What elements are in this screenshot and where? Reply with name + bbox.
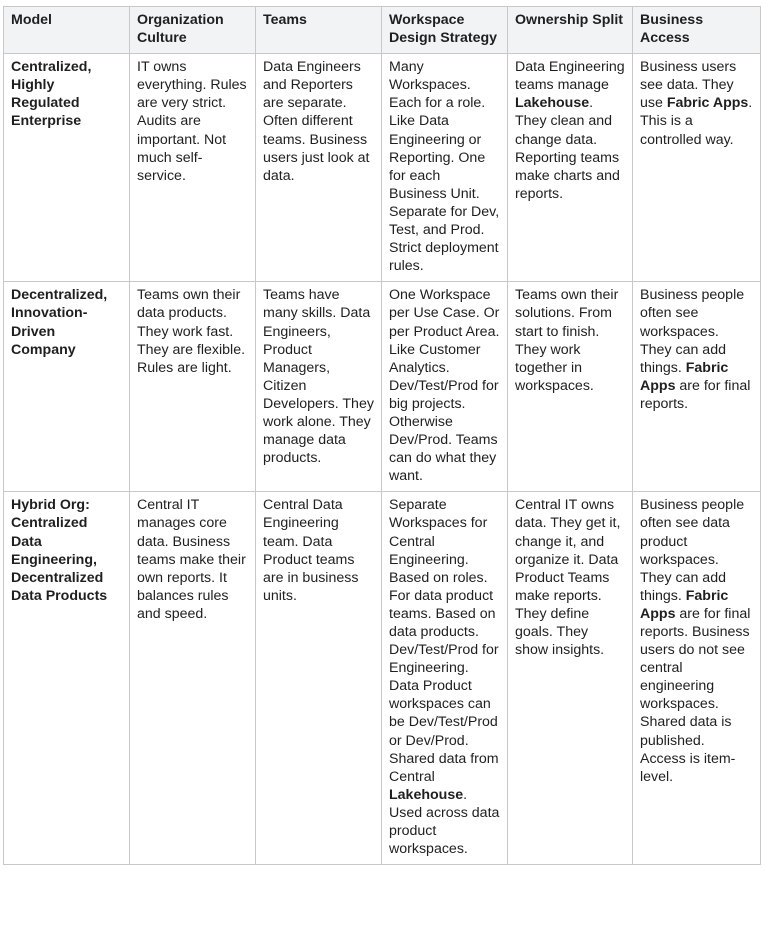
workspace-bold-term: Lakehouse [389, 786, 464, 803]
header-business-access: Business Access [633, 7, 761, 54]
table-row [4, 54, 761, 282]
model-cell: Centralized, Highly Regulated Enterprise [4, 54, 130, 282]
teams-cell: Teams have many skills. Data Engineers, Product Managers, Citizen Developers. They work alone. They manage data products. [256, 282, 382, 492]
access-text: Business people often see data product workspaces. They can add things. [640, 497, 745, 604]
table-row [4, 492, 761, 865]
workspace-cell: One Workspace per Use Case. Or per Product Area. Like Customer Analytics. Dev/Test/Prod for big projects. Otherwise Dev/Prod. Teams can do what they want. [382, 282, 508, 492]
access-bold-term: Fabric Apps [666, 95, 749, 112]
teams-cell: Data Engineers and Reporters are separate. Often different teams. Business users just look at data. [256, 54, 382, 282]
header-row [4, 7, 761, 54]
header-organization-culture: Organization Culture [130, 7, 256, 54]
access-text: are for final reports. [640, 377, 751, 412]
header-workspace-design-strategy: Workspace Design Strategy [382, 7, 508, 54]
access-bold-term: Fabric Apps [640, 359, 729, 394]
workspace-cell: Many Workspaces. Each for a role. Like Data Engineering or Reporting. One for each Business Unit. Separate for Dev, Test, and Prod. Strict deployment rules. [382, 54, 508, 282]
access-cell [633, 282, 761, 492]
ownership-cell [508, 54, 633, 282]
access-cell [633, 492, 761, 865]
access-text: Business users see data. They use [640, 59, 737, 112]
model-cell: Decentralized, Innovation-Driven Company [4, 282, 130, 492]
header-teams: Teams [256, 7, 382, 54]
ownership-cell: Teams own their solutions. From start to finish. They work together in workspaces. [508, 282, 633, 492]
access-text: . This is a controlled way. [640, 95, 753, 148]
workspace-cell [382, 492, 508, 865]
workspace-text: Separate Workspaces for Central Engineering. Based on roles. For data product teams. Based on data products. Dev/Test/Prod for Engineering. Data Product workspaces can be Dev/Test/Prod or Dev/Prod. Shared data from Central [389, 497, 499, 785]
teams-cell: Central Data Engineering team. Data Product teams are in business units. [256, 492, 382, 865]
ownership-text: Data Engineering teams manage [515, 59, 625, 94]
header-model: Model [4, 7, 130, 54]
access-text: Business people often see workspaces. They can add things. [640, 287, 745, 376]
table-row [4, 282, 761, 492]
access-bold-term: Fabric Apps [640, 587, 729, 622]
access-text: are for final reports. Business users do not see central engineering workspaces. Shared data is published. Access is item-level. [640, 605, 751, 785]
ownership-cell: Central IT owns data. They get it, change it, and organize it. Data Product Teams make reports. They define goals. They show insights. [508, 492, 633, 865]
access-cell [633, 54, 761, 282]
ownership-bold-term: Lakehouse [515, 95, 590, 112]
header-ownership-split: Ownership Split [508, 7, 633, 54]
workspace-text: . Used across data product workspaces. [389, 786, 500, 858]
culture-cell: Teams own their data products. They work fast. They are flexible. Rules are light. [130, 282, 256, 492]
culture-cell: IT owns everything. Rules are very strict. Audits are important. Not much self-service. [130, 54, 256, 282]
governance-models-table [3, 6, 761, 865]
ownership-text: . They clean and change data. Reporting teams make charts and reports. [515, 95, 620, 202]
culture-cell: Central IT manages core data. Business teams make their own reports. It balances rules and speed. [130, 492, 256, 865]
model-cell: Hybrid Org: Centralized Data Engineering, Decentralized Data Products [4, 492, 130, 865]
